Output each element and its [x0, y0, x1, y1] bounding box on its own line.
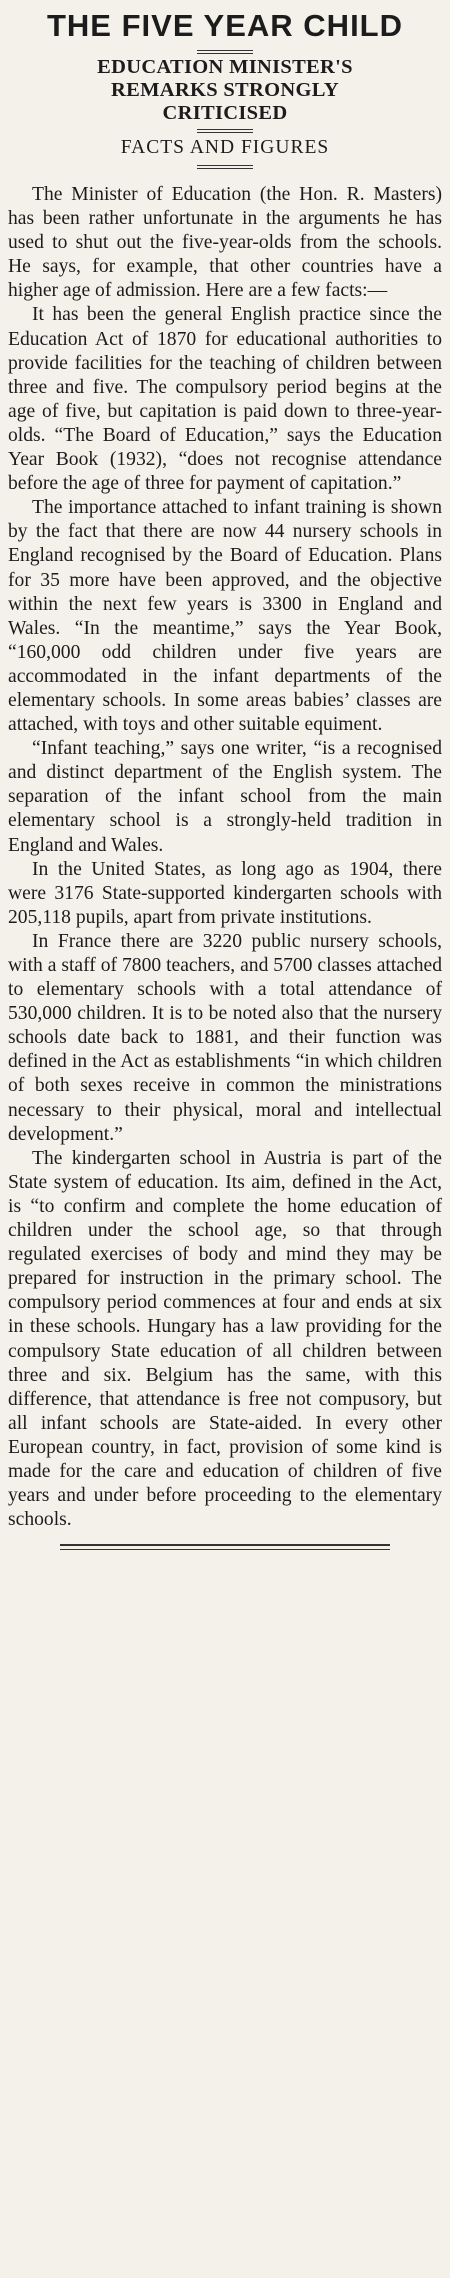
sub-deck-divider — [197, 165, 253, 169]
paragraph-5: In the United States, as long ago as 1904, there were 3176 State-supported kindergarten schools with 205,118 pupils, apart from private institutions. — [8, 858, 442, 928]
paragraph-2: It has been the general English practice since the Education Act of 1870 for educational authorities to provide facilities for the teaching of children between three and five. The compulsory period begins at the age of five, but capitation is paid down to three-year-olds. “The Board of Education,” says the Education Year Book (1932), “does not recognise attendance before the age of three for payment of capitation.” — [8, 304, 442, 495]
deck-divider — [197, 129, 253, 133]
paragraph-6: In France there are 3220 public nursery schools, with a staff of 7800 teachers, and 5700 classes attached to elementary schools with a total attendance of 530,000 children. It is to be noted also that the nursery schools date back to 1881, and their function was defined in the Act as establishments “in which children of both sexes receive in common the ministrations necessary to their physical, moral and intellectual development.” — [8, 930, 442, 1145]
paragraph-1: The Minister of Education (the Hon. R. Masters) has been rather unfortunate in the arguments he has used to shut out the five-year-olds from the schools. He says, for example, that other countries have a higher age of admission. Here are a few facts:— — [8, 184, 442, 302]
paragraph-7: The kindergarten school in Austria is part of the State system of education. Its aim, defined in the Act, is “to confirm and complete the home education of children under the school age, so that through regulated exercises of body and mind they may be prepared for instruction in the primary school. The compulsory period commences at four and ends at six in these schools. Hungary has a law providing for the compulsory State education of all children between three and six. Belgium has the same, with this difference, that attendance is free not compusory, but all infant schools are State-aided. In every other European country, in fact, provision of some kind is made for the care and education of children of five years and under before proceeding to the elementary schools. — [8, 1147, 442, 1531]
deck-line-2: REMARKS STRONGLY — [111, 79, 339, 101]
end-rule — [60, 1544, 390, 1550]
article-body — [8, 183, 442, 1532]
paragraph-3: The importance attached to infant training is shown by the fact that there are now 44 nursery schools in England recognised by the Board of Education. Plans for 35 more have been approved, and the objective within the next few years is 3300 in England and Wales. “In the meantime,” says the Year Book, “160,000 odd children under five years are accommodated in the infant departments of the elementary schools. In some areas babies’ classes are attached, with toys and other suitable equiment. — [8, 497, 442, 736]
deck-line-3: CRITICISED — [162, 102, 288, 124]
sub-deck: FACTS AND FIGURES — [120, 137, 330, 158]
deck-line-1: EDUCATION MINISTER'S — [97, 56, 353, 78]
headline-divider — [197, 50, 253, 54]
headline: THE FIVE YEAR CHILD — [46, 8, 404, 43]
paragraph-4: “Infant teaching,” says one writer, “is a recognised and distinct department of the English system. The separation of the infant school from the main elementary school is a strongly-held tradition in England and Wales. — [8, 738, 442, 856]
